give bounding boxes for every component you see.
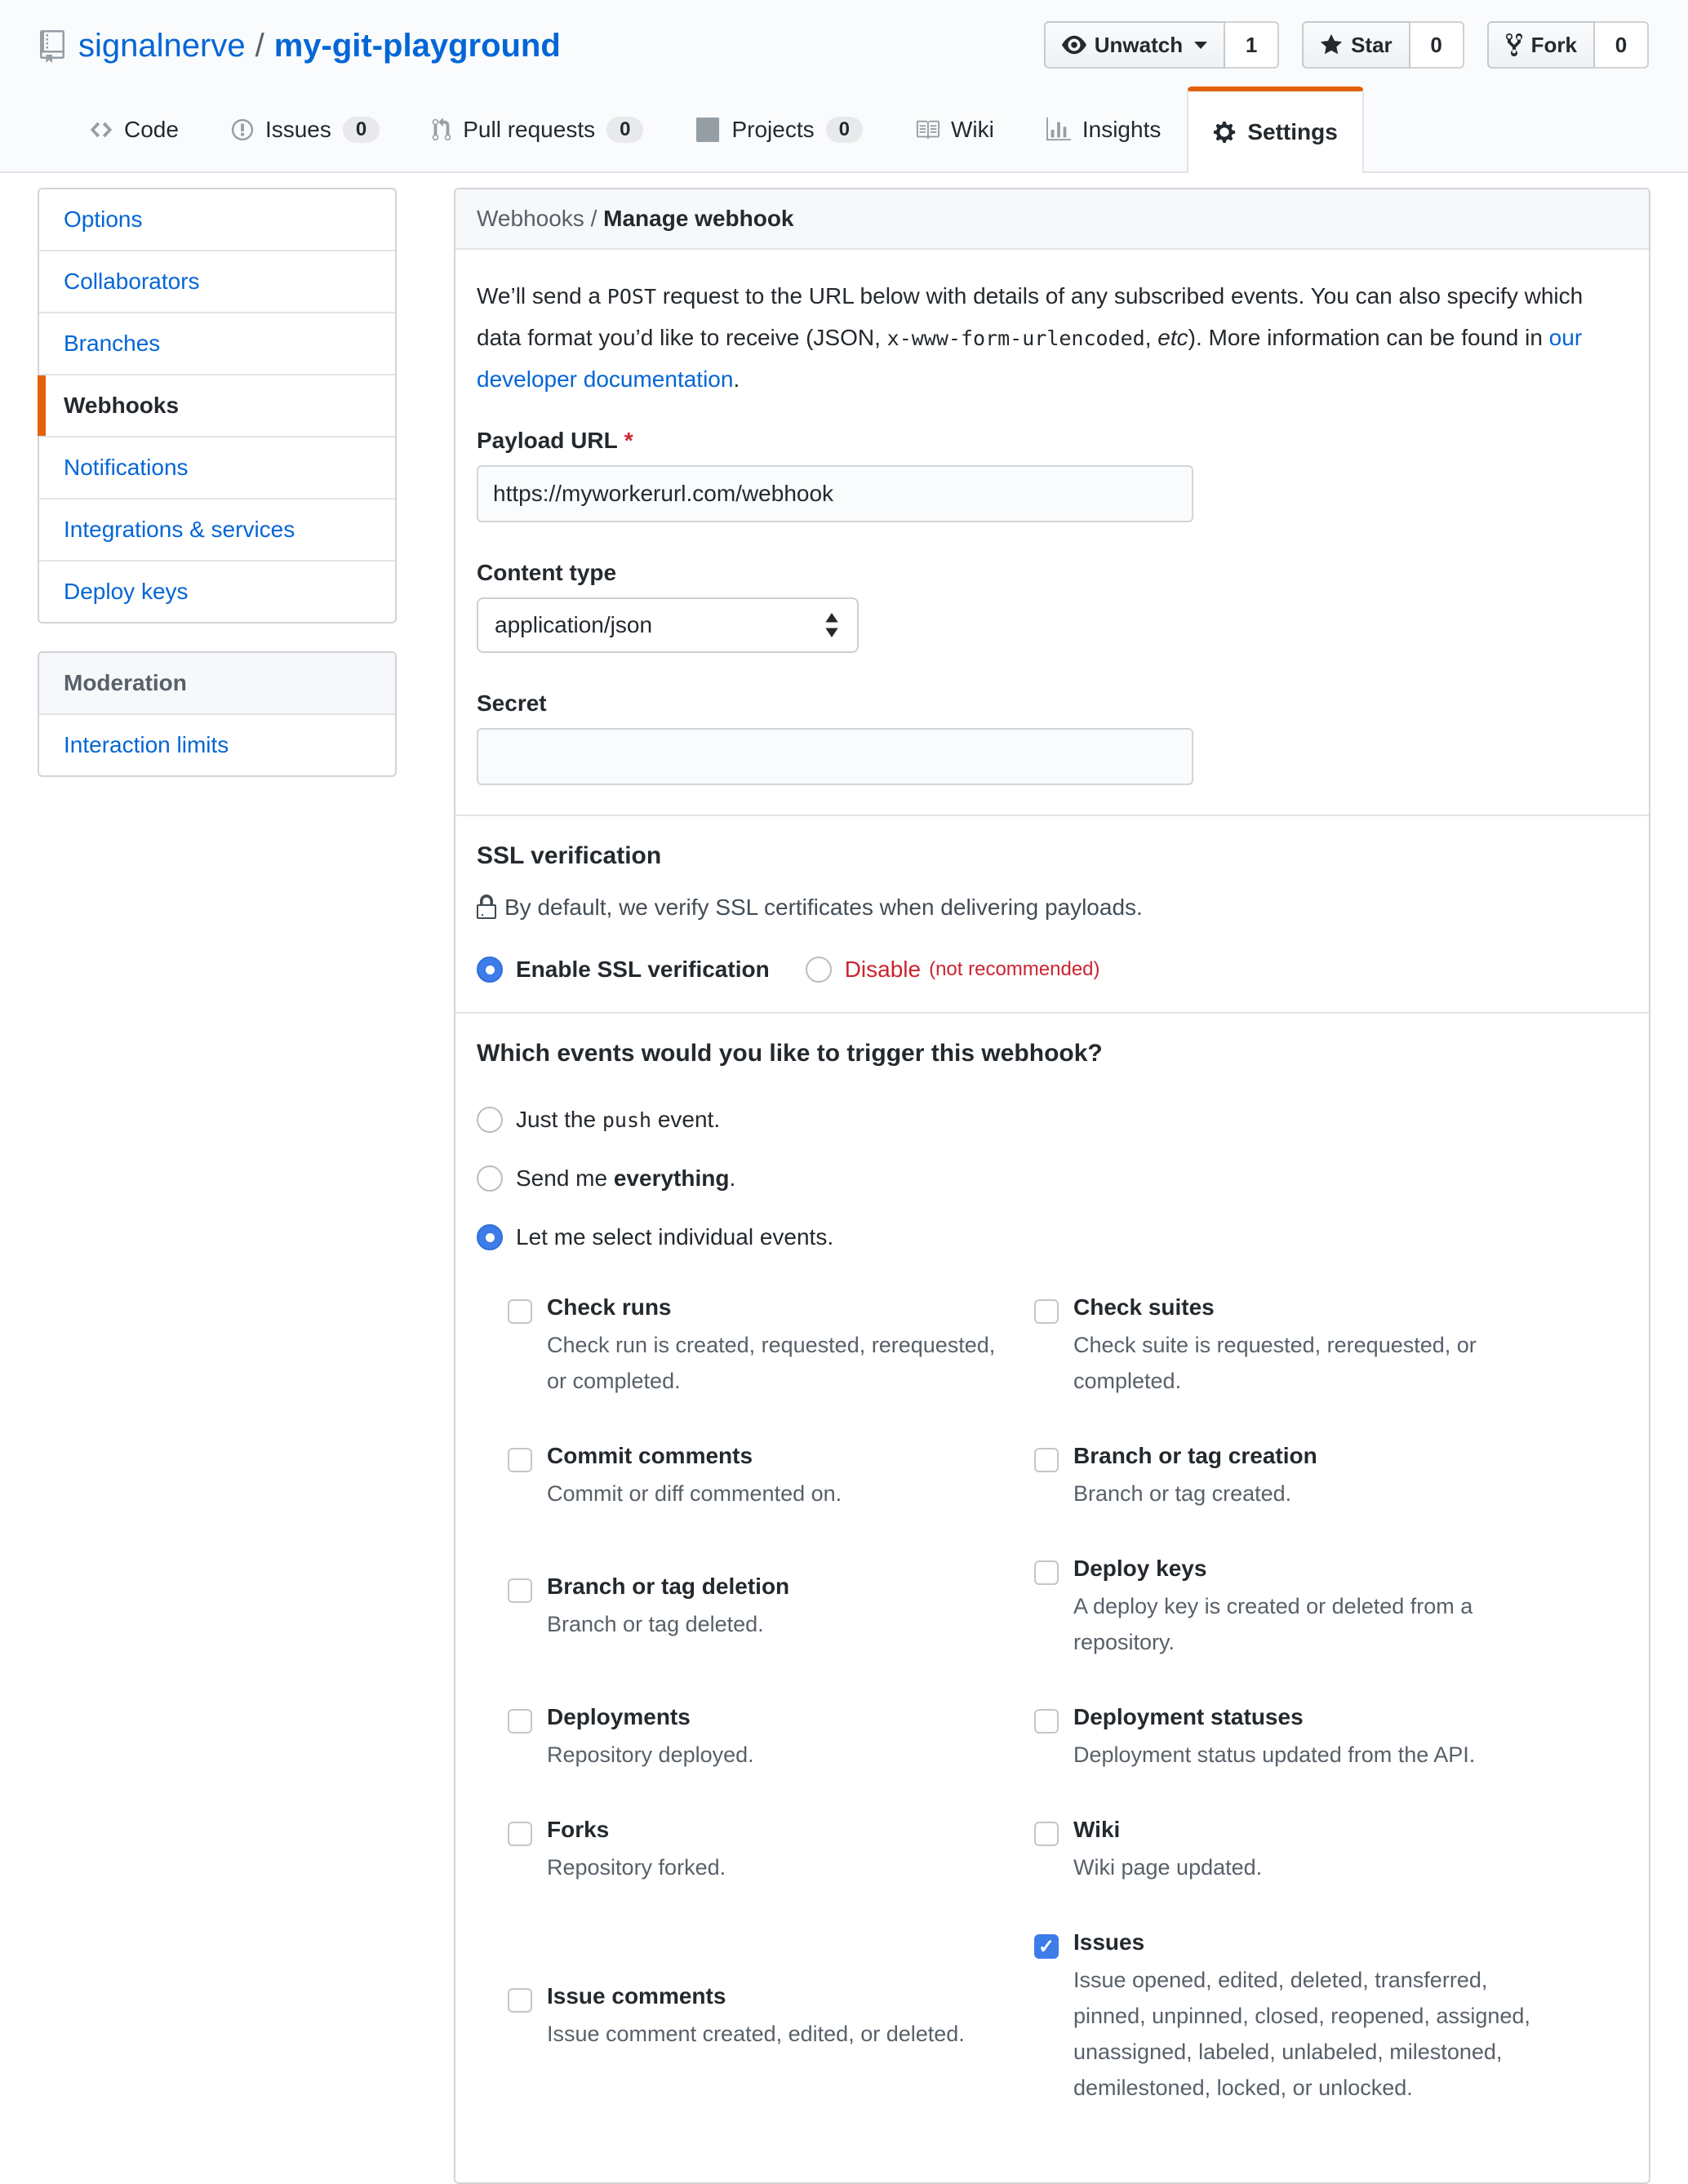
event-title: Branch or tag deletion bbox=[547, 1574, 790, 1599]
required-asterisk: * bbox=[624, 428, 633, 453]
moderation-menu bbox=[38, 651, 397, 777]
event-check-suites bbox=[1034, 1294, 1561, 1399]
event-description: Issue comment created, edited, or deleted. bbox=[547, 2022, 965, 2046]
settings-sidebar bbox=[38, 188, 397, 777]
event-title: Check runs bbox=[547, 1294, 672, 1320]
payload-url-label bbox=[477, 428, 1628, 454]
star-icon bbox=[1320, 33, 1343, 57]
star-label: Star bbox=[1351, 32, 1393, 57]
stars-count[interactable]: 0 bbox=[1410, 21, 1464, 69]
branch-tag-deletion-checkbox[interactable] bbox=[508, 1578, 532, 1603]
payload-url-label-text: Payload URL bbox=[477, 428, 618, 453]
issues-counter: 0 bbox=[343, 117, 380, 143]
event-description: Check suite is requested, rerequested, or completed. bbox=[1073, 1333, 1477, 1393]
breadcrumb-separator: / bbox=[584, 206, 604, 231]
etc-text: etc bbox=[1157, 325, 1188, 350]
event-title: Commit comments bbox=[547, 1443, 753, 1468]
forks-checkbox[interactable] bbox=[508, 1822, 532, 1846]
tab-code[interactable] bbox=[64, 87, 205, 171]
sidebar-item-options[interactable]: Options bbox=[39, 189, 395, 251]
event-description: Wiki page updated. bbox=[1073, 1855, 1263, 1880]
page-title: Manage webhook bbox=[603, 206, 794, 231]
gear-icon bbox=[1213, 120, 1236, 144]
event-title: Issues bbox=[1073, 1929, 1145, 1955]
eye-icon bbox=[1062, 33, 1086, 57]
watchers-count[interactable]: 1 bbox=[1225, 21, 1279, 69]
event-issues bbox=[1034, 1929, 1561, 2106]
check-suites-checkbox[interactable] bbox=[1034, 1299, 1059, 1324]
project-icon bbox=[695, 118, 720, 142]
fork-button[interactable] bbox=[1487, 21, 1595, 69]
content-type-label: Content type bbox=[477, 560, 617, 585]
fork-icon bbox=[1505, 32, 1523, 58]
secret-label: Secret bbox=[477, 690, 547, 716]
breadcrumb bbox=[455, 189, 1649, 250]
urlencoded-code: x-www-form-urlencoded bbox=[886, 326, 1145, 350]
webhook-panel bbox=[454, 188, 1650, 2184]
event-check-runs bbox=[508, 1294, 1034, 1399]
event-issue-comments bbox=[508, 1983, 1034, 2052]
chevron-down-icon bbox=[1194, 42, 1207, 49]
intro-text: , bbox=[1144, 325, 1158, 350]
moderation-heading: Moderation bbox=[39, 653, 395, 715]
events-row bbox=[508, 1294, 1628, 1399]
push-code: push bbox=[602, 1108, 652, 1132]
event-description: Issue opened, edited, deleted, transferred, pinned, unpinned, closed, reopened, assigned, unassigned, labeled, unlabeled, milestoned, demilestoned, locked, or unlocked. bbox=[1073, 1968, 1530, 2100]
wiki-checkbox[interactable] bbox=[1034, 1822, 1059, 1846]
check-runs-checkbox[interactable] bbox=[508, 1299, 532, 1324]
events-heading: Which events would you like to trigger this webhook? bbox=[477, 1040, 1103, 1067]
repo-actions bbox=[1044, 21, 1649, 69]
event-description: Branch or tag created. bbox=[1073, 1481, 1292, 1506]
everything-text: Send me bbox=[516, 1165, 614, 1191]
event-title: Deploy keys bbox=[1073, 1556, 1207, 1581]
tab-issues-label: Issues bbox=[264, 117, 331, 142]
event-forks bbox=[508, 1817, 1034, 1885]
event-title: Deployments bbox=[547, 1704, 691, 1729]
repo-header bbox=[0, 0, 1688, 173]
event-option-individual bbox=[477, 1224, 1628, 1250]
enable-ssl-label: Enable SSL verification bbox=[516, 957, 770, 982]
content-type-value: application/json bbox=[495, 612, 653, 637]
section-divider bbox=[455, 815, 1649, 816]
issue-comments-checkbox[interactable] bbox=[508, 1988, 532, 2013]
just-push-radio[interactable] bbox=[477, 1107, 503, 1133]
event-branch-tag-deletion bbox=[508, 1574, 1034, 1642]
event-description: Repository deployed. bbox=[547, 1742, 754, 1767]
individual-events-radio[interactable] bbox=[477, 1224, 503, 1250]
intro-text: ). More information can be found in bbox=[1188, 325, 1549, 350]
sidebar-item-notifications[interactable]: Notifications bbox=[39, 437, 395, 499]
tab-wiki[interactable] bbox=[889, 87, 1020, 171]
repo-title bbox=[39, 21, 561, 64]
pull-request-icon bbox=[432, 118, 451, 142]
tab-pull-requests-label: Pull requests bbox=[463, 117, 596, 142]
event-deploy-keys bbox=[1034, 1556, 1561, 1660]
unwatch-button[interactable] bbox=[1044, 21, 1225, 69]
event-description: Commit or diff commented on. bbox=[547, 1481, 842, 1506]
event-description: Check run is created, requested, rerequested, or completed. bbox=[547, 1333, 996, 1393]
content-type-select[interactable] bbox=[477, 597, 859, 653]
event-description: Deployment status updated from the API. bbox=[1073, 1742, 1476, 1767]
event-deployments bbox=[508, 1704, 1034, 1773]
lock-icon bbox=[477, 894, 496, 921]
projects-counter: 0 bbox=[826, 117, 863, 143]
deploy-keys-checkbox[interactable] bbox=[1034, 1560, 1059, 1585]
event-description: A deploy key is created or deleted from a repository. bbox=[1073, 1594, 1473, 1654]
just-push-text: event. bbox=[651, 1107, 721, 1132]
disable-ssl-note: (not recommended) bbox=[929, 958, 1100, 980]
just-push-text: Just the bbox=[516, 1107, 602, 1132]
ssl-verification-heading: SSL verification bbox=[477, 842, 662, 869]
ssl-note bbox=[477, 894, 1628, 921]
event-commit-comments bbox=[508, 1443, 1034, 1511]
pull-requests-counter: 0 bbox=[606, 117, 643, 143]
everything-label bbox=[516, 1165, 735, 1192]
select-arrows-icon bbox=[824, 613, 839, 637]
star-button-group bbox=[1302, 21, 1464, 69]
book-icon bbox=[915, 118, 940, 142]
events-row bbox=[508, 1556, 1628, 1660]
deployment-statuses-checkbox[interactable] bbox=[1034, 1709, 1059, 1733]
sidebar-item-webhooks[interactable]: Webhooks bbox=[39, 375, 395, 437]
breadcrumb-webhooks-link[interactable]: Webhooks bbox=[477, 206, 584, 231]
tab-code-label: Code bbox=[124, 117, 179, 142]
sidebar-item-integrations-services[interactable]: Integrations & services bbox=[39, 499, 395, 562]
event-option-just-push bbox=[477, 1107, 1628, 1133]
enable-ssl-radio[interactable] bbox=[477, 957, 503, 983]
event-title: Issue comments bbox=[547, 1983, 726, 2009]
webhook-intro-text bbox=[477, 276, 1628, 400]
post-code: POST bbox=[606, 285, 657, 309]
graph-icon bbox=[1046, 118, 1071, 142]
disable-ssl-label: Disable bbox=[844, 957, 922, 982]
repo-title-separator: / bbox=[255, 28, 264, 64]
tab-settings[interactable] bbox=[1187, 87, 1363, 173]
code-icon bbox=[90, 118, 113, 142]
tab-projects-label: Projects bbox=[731, 117, 815, 142]
secret-input[interactable] bbox=[477, 728, 1193, 785]
tab-insights-label: Insights bbox=[1082, 117, 1162, 142]
everything-text: . bbox=[729, 1165, 736, 1191]
tab-projects[interactable] bbox=[669, 87, 889, 171]
intro-text: request to the URL below with details of any subscribed events. You can also specify which data format you’d like to receive (JSON, bbox=[477, 283, 1584, 350]
developer-documentation-link[interactable]: our developer documentation bbox=[477, 325, 1583, 392]
disable-ssl-radio[interactable] bbox=[806, 957, 832, 983]
sidebar-item-collaborators[interactable]: Collaborators bbox=[39, 251, 395, 313]
sidebar-item-interaction-limits[interactable]: Interaction limits bbox=[64, 732, 229, 757]
repo-name-link[interactable]: my-git-playground bbox=[273, 28, 561, 64]
fork-button-group bbox=[1487, 21, 1649, 69]
event-title: Check suites bbox=[1073, 1294, 1215, 1320]
repo-owner-link[interactable]: signalnerve bbox=[78, 28, 246, 64]
event-description: Repository forked. bbox=[547, 1855, 726, 1880]
repo-icon bbox=[39, 30, 65, 63]
commit-comments-checkbox[interactable] bbox=[508, 1448, 532, 1472]
issues-checkbox[interactable] bbox=[1034, 1934, 1059, 1959]
star-button[interactable] bbox=[1302, 21, 1410, 69]
sidebar-item-deploy-keys[interactable]: Deploy keys bbox=[64, 579, 189, 604]
events-row bbox=[508, 1704, 1628, 1773]
event-title: Branch or tag creation bbox=[1073, 1443, 1317, 1468]
everything-radio[interactable] bbox=[477, 1165, 503, 1192]
repo-nav bbox=[0, 87, 1688, 173]
sidebar-item-branches[interactable]: Branches bbox=[39, 313, 395, 375]
forks-count[interactable]: 0 bbox=[1595, 21, 1649, 69]
events-row bbox=[508, 1929, 1628, 2106]
events-row bbox=[508, 1817, 1628, 1885]
section-divider bbox=[455, 1012, 1649, 1014]
fork-label: Fork bbox=[1530, 32, 1577, 57]
event-branch-tag-creation bbox=[1034, 1443, 1561, 1511]
tab-wiki-label: Wiki bbox=[950, 117, 994, 142]
tab-issues[interactable] bbox=[205, 87, 406, 171]
unwatch-label: Unwatch bbox=[1094, 32, 1184, 57]
payload-url-input[interactable] bbox=[477, 465, 1193, 522]
everything-bold: everything bbox=[613, 1165, 730, 1191]
branch-tag-creation-checkbox[interactable] bbox=[1034, 1448, 1059, 1472]
event-title: Deployment statuses bbox=[1073, 1704, 1304, 1729]
issue-opened-icon bbox=[231, 118, 254, 142]
event-option-everything bbox=[477, 1165, 1628, 1192]
just-push-label bbox=[516, 1107, 720, 1133]
intro-text: We’ll send a bbox=[477, 283, 607, 309]
event-description: Branch or tag deleted. bbox=[547, 1612, 764, 1636]
intro-text: . bbox=[733, 366, 740, 392]
individual-events-label: Let me select individual events. bbox=[516, 1224, 834, 1250]
events-grid bbox=[508, 1294, 1628, 2106]
event-title: Wiki bbox=[1073, 1817, 1121, 1842]
settings-menu bbox=[38, 188, 397, 624]
event-deployment-statuses bbox=[1034, 1704, 1561, 1773]
tab-pull-requests[interactable] bbox=[406, 87, 669, 171]
deployments-checkbox[interactable] bbox=[508, 1709, 532, 1733]
events-row bbox=[508, 1443, 1628, 1511]
watch-button-group bbox=[1044, 21, 1279, 69]
event-wiki bbox=[1034, 1817, 1561, 1885]
tab-insights[interactable] bbox=[1020, 87, 1188, 171]
event-title: Forks bbox=[547, 1817, 610, 1842]
ssl-note-text: By default, we verify SSL certificates when delivering payloads. bbox=[504, 894, 1143, 920]
tab-settings-label: Settings bbox=[1247, 119, 1338, 144]
